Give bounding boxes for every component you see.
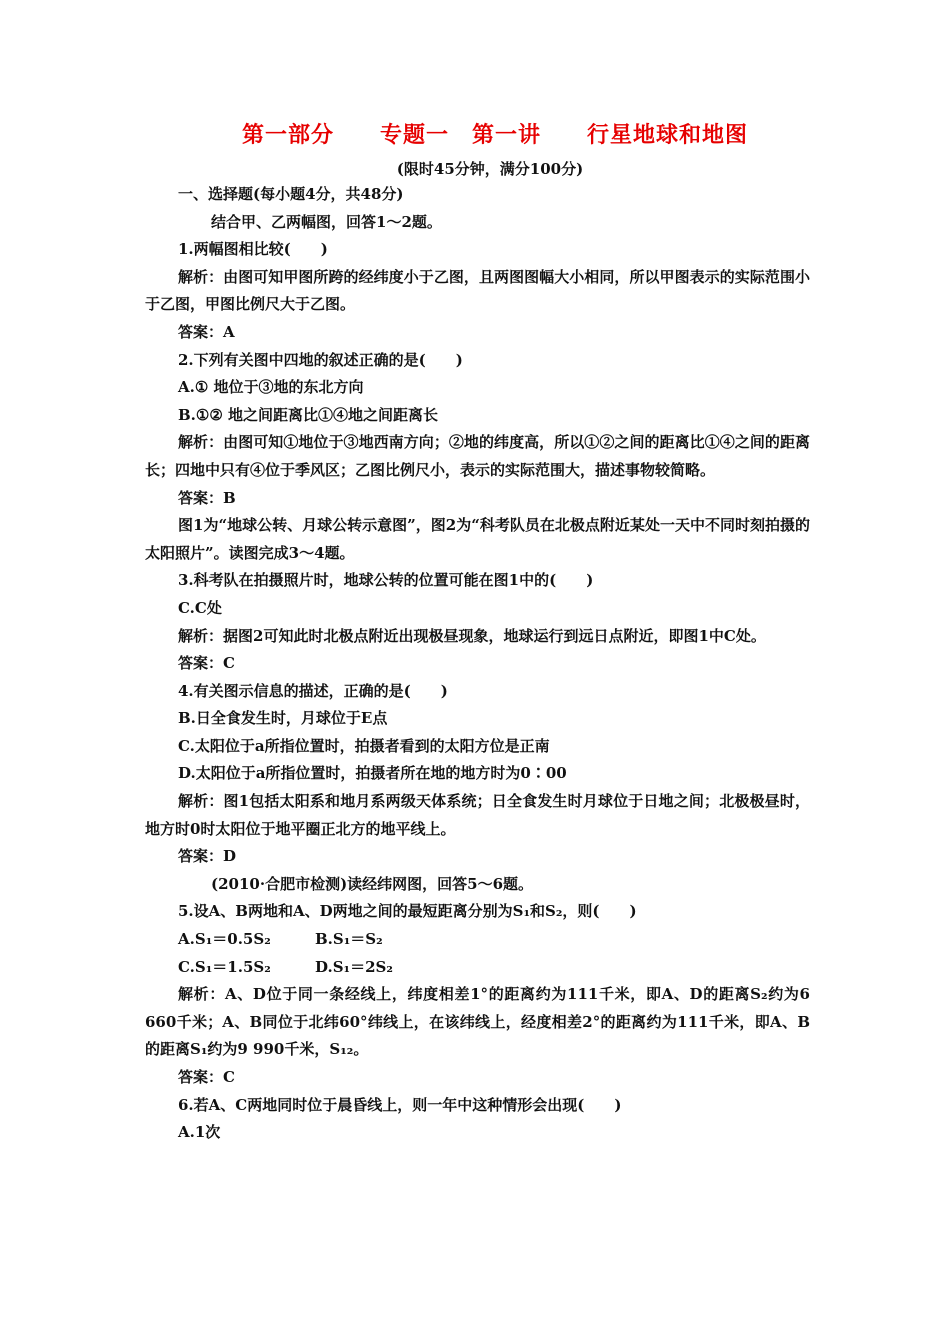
question-group-intro: 图1为“地球公转、月球公转示意图”，图2为“科考队员在北极点附近某处一天中不同时刻拍摄的太阳照片”。读图完成3～4题。 <box>145 516 810 562</box>
analysis-text: 解析：由图可知①地位于③地西南方向；②地的纬度高，所以①②之间的距离比①④之间的距离长；四地中只有④位于季风区；乙图比例尺小，表示的实际范围大，描述事物较简略。 <box>145 433 810 479</box>
analysis-text: 解析：由图可知甲图所跨的经纬度小于乙图，且两图图幅大小相同，所以甲图表示的实际范围小于乙图，甲图比例尺大于乙图。 <box>145 267 810 314</box>
answer-text: 答案：C <box>178 1068 235 1086</box>
question-stem: 4.有关图示信息的描述，正确的是( ) <box>178 681 448 700</box>
answer-text: 答案：D <box>178 847 237 866</box>
page-subtitle: (限时45分钟，满分100分) <box>396 160 584 178</box>
answer-text: 答案：A <box>178 322 235 341</box>
answer-text: 答案：C <box>178 654 235 673</box>
option-row <box>145 954 810 982</box>
option-row <box>145 926 810 954</box>
question-stem: 6.若A、C两地同时位于晨昏线上，则一年中这种情形会出现( ) <box>178 1095 622 1114</box>
analysis-text: 解析：A、D位于同一条经线上，纬度相差1°的距离约为111千米，即A、D的距离S₂约为6 660千米；A、B同位于北纬60°纬线上，在该纬线上，经度相差2°的距离约为111千米，即A、B的距离S₁约为9 990千米，S₁₂。 <box>145 985 810 1059</box>
analysis-text: 解析：图1包括太阳系和地月系两级天体系统；日全食发生时月球位于日地之间；北极极昼时，地方时0时太阳位于地平圈正北方的地平线上。 <box>145 792 810 838</box>
option-text: A.① 地位于③地的东北方向 <box>178 378 364 397</box>
option-text: D.太阳位于a所指位置时，拍摄者所在地的地方时为0∶00 <box>178 764 567 783</box>
analysis-text: 解析：据图2可知此时北极点附近出现极昼现象，地球运行到远日点附近，即图1中C处。 <box>178 626 766 645</box>
question-stem: 2.下列有关图中四地的叙述正确的是( ) <box>178 350 463 369</box>
option-text: A.S₁＝0.5S₂ <box>178 930 271 949</box>
question-group-intro: (2010·合肥市检测)读经纬网图，回答5～6题。 <box>211 874 534 893</box>
option-text: C.C处 <box>178 598 222 617</box>
option-text: B.S₁＝S₂ <box>315 930 383 949</box>
option-text: C.太阳位于a所指位置时，拍摄者看到的太阳方位是正南 <box>178 736 550 755</box>
option-text: A.1次 <box>178 1123 221 1142</box>
question-group-intro: 结合甲、乙两幅图，回答1～2题。 <box>211 212 442 231</box>
question-stem: 5.设A、B两地和A、D两地之间的最短距离分别为S₁和S₂，则( ) <box>178 902 637 921</box>
option-text: C.S₁＝1.5S₂ <box>178 957 271 976</box>
section-heading: 一、选择题(每小题4分，共48分) <box>178 185 404 203</box>
option-text: B.①② 地之间距离比①④地之间距离长 <box>178 405 439 424</box>
option-text: B.日全食发生时，月球位于E点 <box>178 709 388 728</box>
question-stem: 1.两幅图相比较( ) <box>178 240 328 259</box>
option-text: D.S₁＝2S₂ <box>315 957 393 976</box>
document-body <box>145 181 810 1147</box>
question-stem: 3.科考队在拍摄照片时，地球公转的位置可能在图1中的( ) <box>178 571 594 590</box>
page-title: 第一部分 专题一 第一讲 行星地球和地图 <box>241 122 748 148</box>
answer-text: 答案：B <box>178 488 236 507</box>
